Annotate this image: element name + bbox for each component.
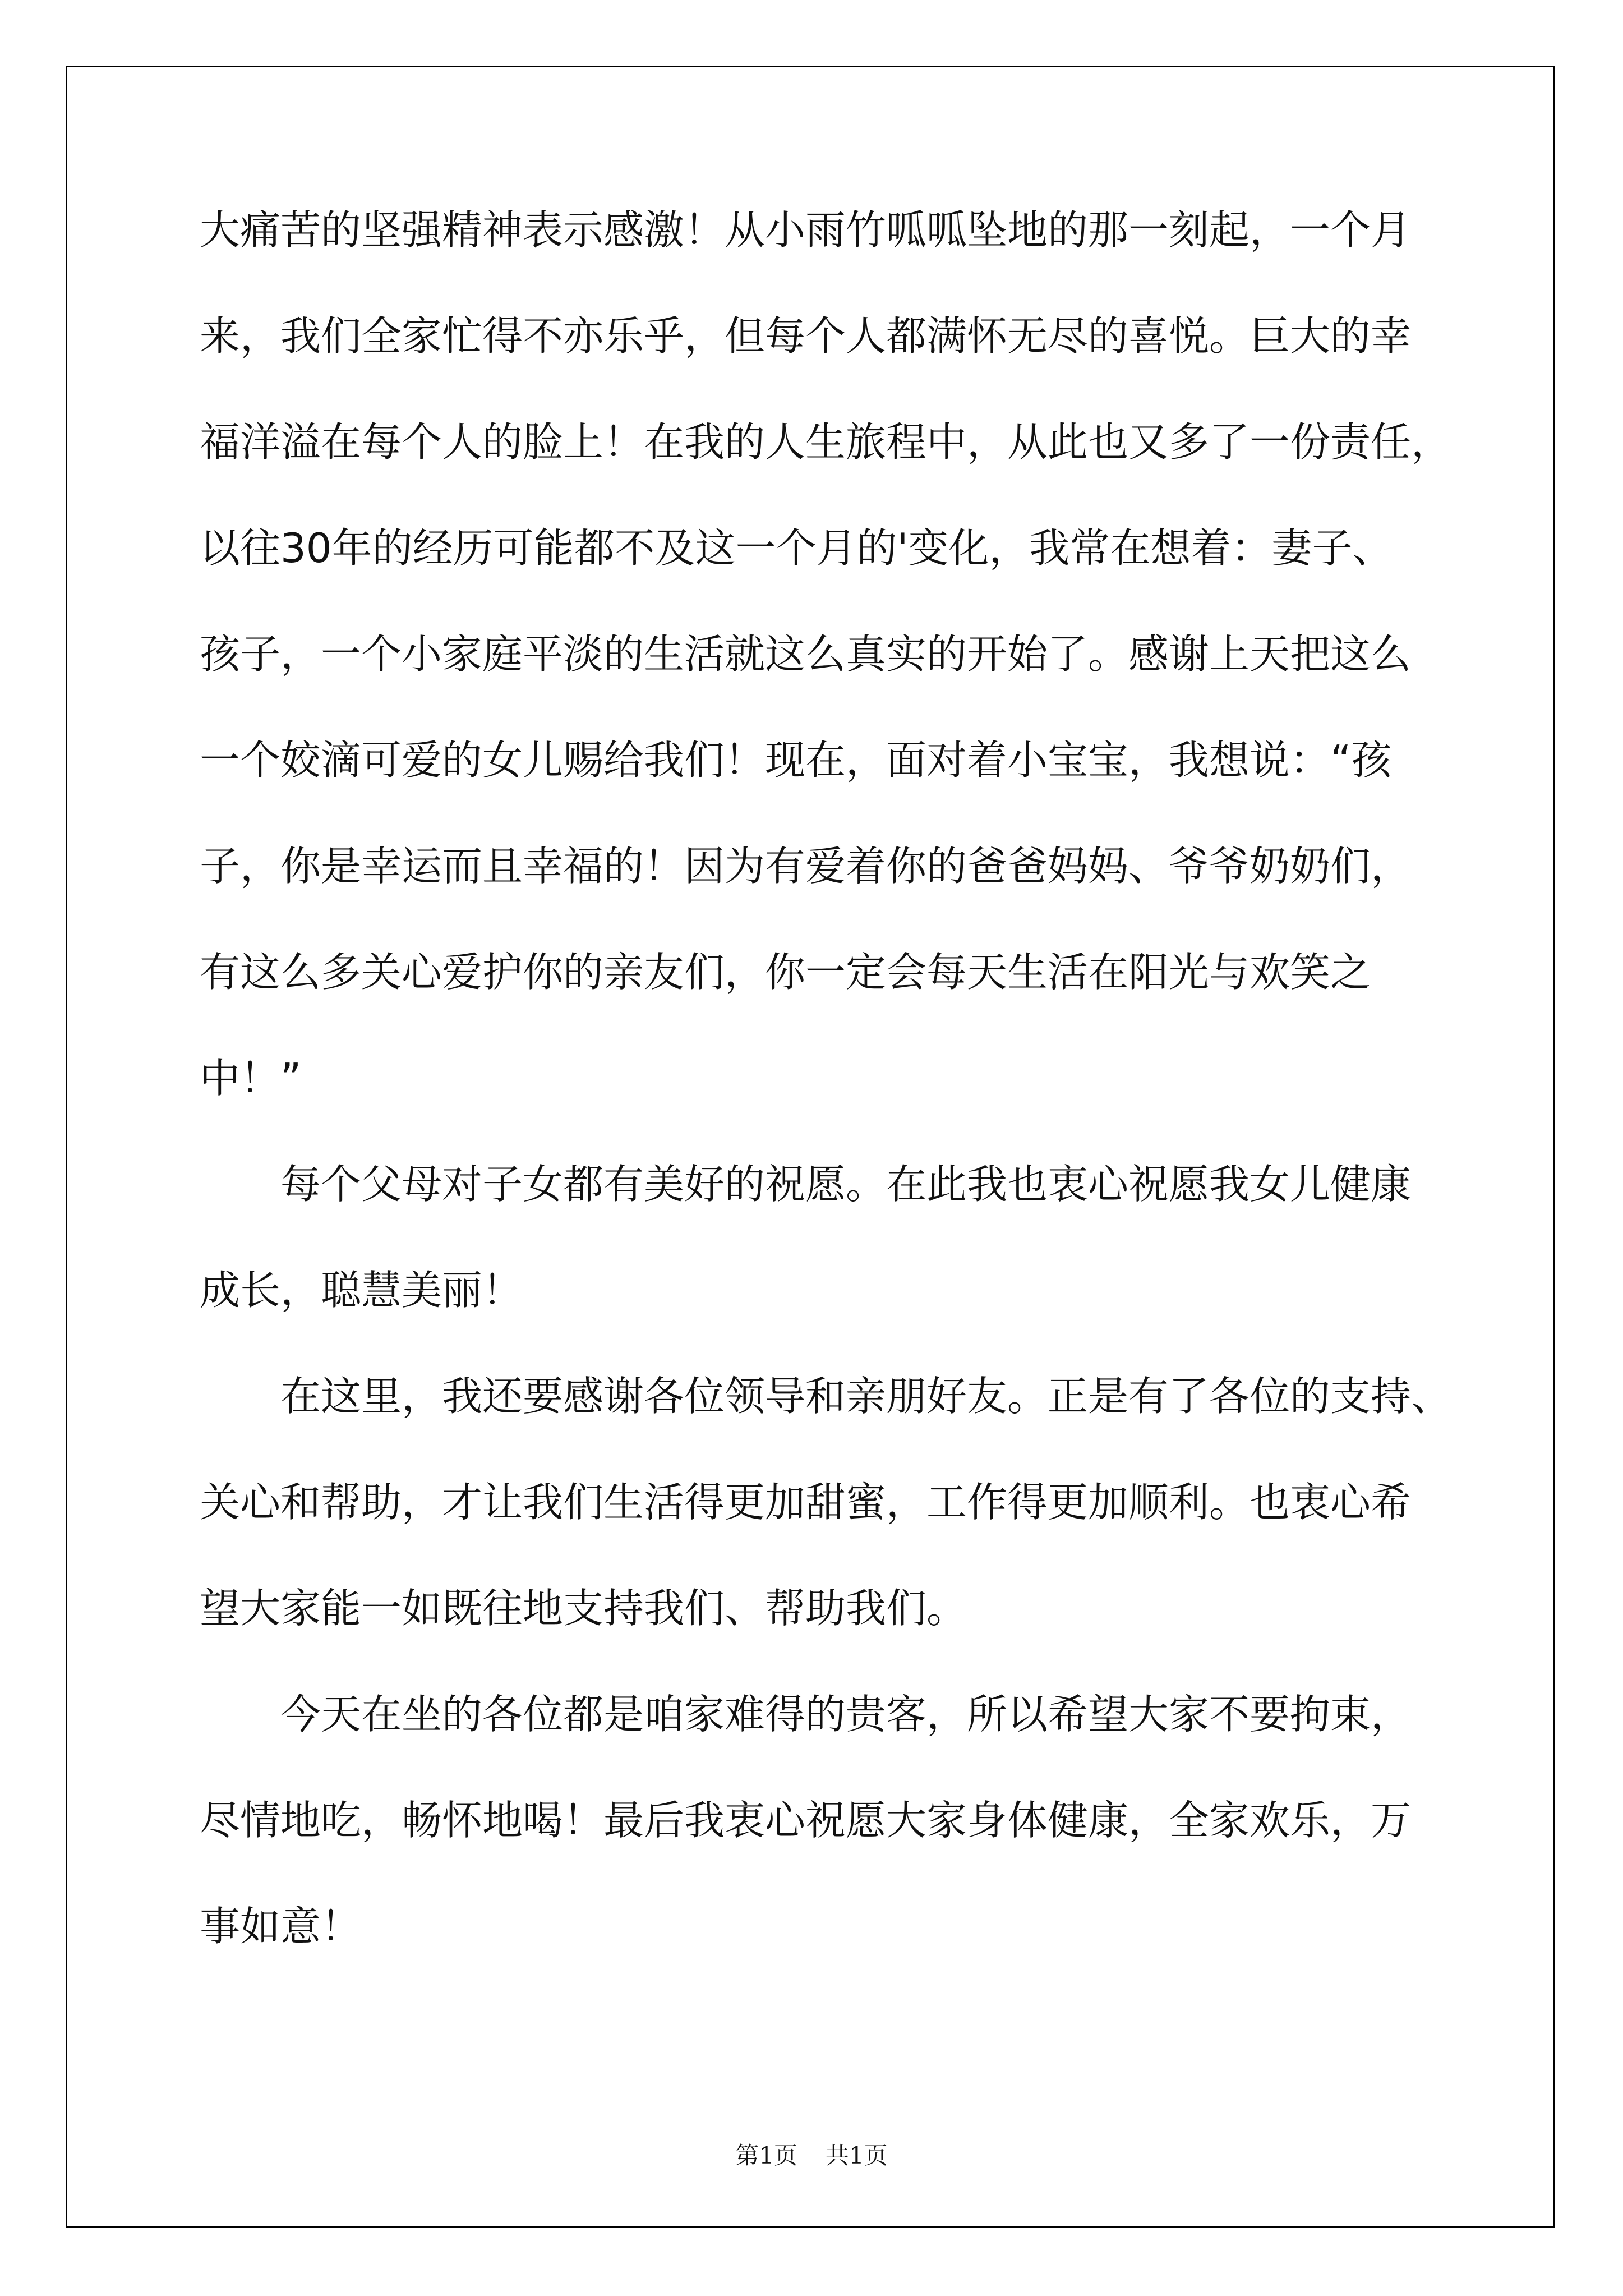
body-line-4: 以往30年的经历可能都不及这一个月的'变化，我常在想着：妻子、	[200, 524, 1393, 572]
body-line-12: 在这里，我还要感谢各位领导和亲朋好友。正是有了各位的支持、	[280, 1373, 1452, 1420]
body-line-3: 福洋溢在每个人的脸上！在我的人生旅程中，从此也又多了一份责任，	[200, 418, 1452, 466]
body-line-7: 子，你是幸运而且幸福的！因为有爱着你的爸爸妈妈、爷爷奶奶们，	[200, 843, 1412, 890]
body-line-8: 有这么多关心爱护你的亲友们，你一定会每天生活在阳光与欢笑之	[200, 949, 1371, 996]
body-line-11: 成长，聪慧美丽！	[200, 1267, 523, 1314]
body-line-16: 尽情地吃，畅怀地喝！最后我衷心祝愿大家身体健康，全家欢乐，万	[200, 1797, 1412, 1844]
body-line-10: 每个父母对子女都有美好的祝愿。在此我也衷心祝愿我女儿健康	[280, 1161, 1412, 1208]
body-line-6: 一个姣滴可爱的女儿赐给我们！现在，面对着小宝宝，我想说：“孩	[200, 737, 1392, 784]
body-line-1: 大痛苦的坚强精神表示感激！从小雨竹呱呱坠地的那一刻起，一个月	[200, 206, 1412, 254]
body-line-5: 孩子，一个小家庭平淡的生活就这么真实的开始了。感谢上天把这么	[200, 631, 1412, 678]
page-footer	[0, 2137, 1623, 2171]
page-number: 第1页	[735, 2142, 797, 2169]
body-line-15: 今天在坐的各位都是咱家难得的贵客，所以希望大家不要拘束，	[280, 1691, 1412, 1738]
body-line-13: 关心和帮助，才让我们生活得更加甜蜜，工作得更加顺利。也衷心希	[200, 1479, 1412, 1526]
body-line-9: 中！”	[200, 1055, 302, 1102]
page-total: 共1页	[826, 2142, 888, 2169]
body-line-2: 来，我们全家忙得不亦乐乎，但每个人都满怀无尽的喜悦。巨大的幸	[200, 312, 1412, 360]
body-line-17: 事如意！	[200, 1903, 362, 1950]
body-line-14: 望大家能一如既往地支持我们、帮助我们。	[200, 1585, 967, 1632]
